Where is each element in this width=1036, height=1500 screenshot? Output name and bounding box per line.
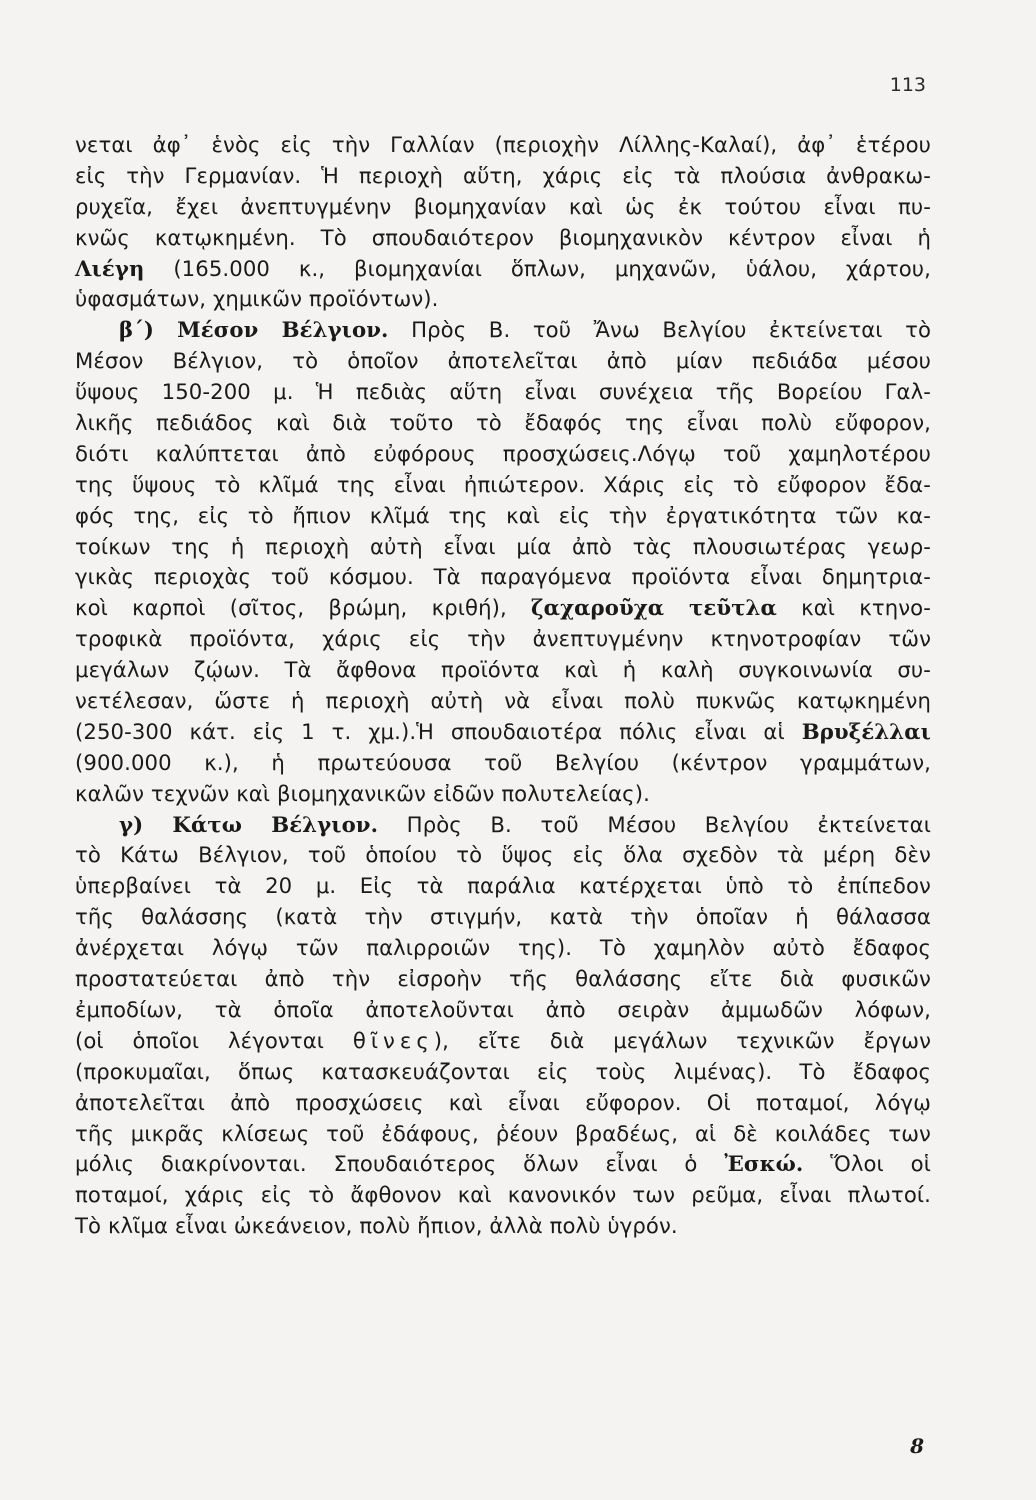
- text-line: κνῶς κατῳκημένη. Τὸ σπουδαιότερον βιομηχανικὸν κέντρον εἶναι ἡ: [75, 224, 931, 250]
- text-line: ἐμποδίων, τὰ ὁποῖα ἀποτελοῦνται ἀπὸ σειρὰν ἀμμωδῶν λόφων,: [75, 996, 931, 1022]
- text-line: κοὶ καρποὶ (σῖτος, βρώμη, κριθή), ζαχαροῦχα τεῦτλα καὶ κτηνο-: [75, 595, 931, 621]
- text-line: τῆς θαλάσσης (κατὰ τὴν στιγμήν, κατὰ τὴν ὁποῖαν ἡ θάλασσα: [75, 904, 931, 930]
- section-heading-middle-belgium: β´) Μέσον Βέλγιον. Πρὸς Β. τοῦ Ἄνω Βελγίου ἐκτείνεται τὸ: [119, 317, 932, 343]
- term-escaut: Ἐσκώ.: [724, 1151, 804, 1177]
- text-line: μόλις διακρίνονται. Σπουδαιότερος ὅλων εἶναι ὁ Ἐσκώ. Ὅλοι οἱ: [75, 1151, 931, 1177]
- body-text: [75, 130, 931, 1242]
- text-line: ἀποτελεῖται ἀπὸ προσχώσεις καὶ εἶναι εὔφορον. Οἱ ποταμοί, λόγῳ: [75, 1089, 931, 1115]
- text-line: τῆς μικρᾶς κλίσεως τοῦ ἐδάφους, ῥέουν βραδέως, αἱ δὲ κοιλάδες των: [75, 1120, 931, 1146]
- text-line: ποταμοί, χάρις εἰς τὸ ἄφθονον καὶ κανονικόν των ρεῦμα, εἶναι πλωτοί.: [75, 1182, 931, 1208]
- text-line: τροφικὰ προϊόντα, χάρις εἰς τὴν ἀνεπτυγμένην κτηνοτροφίαν τῶν: [75, 626, 931, 652]
- text-line: μεγάλων ζῴων. Τὰ ἄφθονα προϊόντα καὶ ἡ καλὴ συγκοινωνία συ-: [75, 657, 931, 683]
- text-line: (250-300 κάτ. εἰς 1 τ. χμ.).Ἡ σπουδαιοτέρα πόλις εἶναι αἱ Βρυξέλλαι: [75, 718, 931, 744]
- term-liege: Λιέγη: [75, 255, 145, 281]
- text-line: ὑπερβαίνει τὰ 20 μ. Εἰς τὰ παράλια κατέρχεται ὑπὸ τὸ ἐπίπεδον: [75, 873, 931, 899]
- text-line: εἰς τὴν Γερμανίαν. Ἡ περιοχὴ αὕτη, χάρις εἰς τὰ πλούσια ἀνθρακω-: [75, 162, 931, 188]
- text-line: (900.000 κ.), ἡ πρωτεύουσα τοῦ Βελγίου (κέντρον γραμμάτων,: [75, 749, 931, 775]
- text-line: νετέλεσαν, ὥστε ἡ περιοχὴ αὐτὴ νὰ εἶναι πολὺ πυκνῶς κατῳκημένη: [75, 688, 931, 714]
- text-line: (προκυμαῖαι, ὅπως κατασκευάζονται εἰς τοὺς λιμένας). Τὸ ἔδαφος: [75, 1058, 931, 1084]
- text-line: Τὸ κλῖμα εἶναι ὠκεάνειον, πολὺ ἤπιον, ἀλλὰ πολὺ ὑγρόν.: [75, 1213, 678, 1239]
- text-line: τοίκων της ἡ περιοχὴ αὐτὴ εἶναι μία ἀπὸ τὰς πλουσιωτέρας γεωρ-: [75, 533, 931, 559]
- term-dunes: θῖνες: [352, 1027, 434, 1053]
- text-line: λικῆς πεδιάδος καὶ διὰ τοῦτο τὸ ἔδαφός της εἶναι πολὺ εὔφορον,: [75, 410, 931, 436]
- term-brussels: Βρυξέλλαι: [801, 718, 931, 744]
- text-line: (οἱ ὁποῖοι λέγονται θῖνες), εἴτε διὰ μεγάλων τεχνικῶν ἔργων: [75, 1027, 932, 1053]
- text-line: προστατεύεται ἀπὸ τὴν εἰσροὴν τῆς θαλάσσης εἴτε διὰ φυσικῶν: [75, 966, 931, 992]
- text-line: διότι καλύπτεται ἀπὸ εὐφόρους προσχώσεις.Λόγῳ τοῦ χαμηλοτέρου: [75, 440, 931, 466]
- section-heading-lower-belgium: γ) Κάτω Βέλγιον. Πρὸς Β. τοῦ Μέσου Βελγίου ἐκτείνεται: [119, 811, 931, 837]
- term-sugar-beets: ζαχαροῦχα τεῦτλα: [531, 595, 777, 621]
- text-line: ὑφασμάτων, χημικῶν προϊόντων).: [75, 286, 439, 312]
- text-line: γικὰς περιοχὰς τοῦ κόσμου. Τὰ παραγόμενα προϊόντα εἶναι δημητρια-: [75, 564, 931, 590]
- text-line: ἀνέρχεται λόγῳ τῶν παλιρροιῶν της). Τὸ χαμηλὸν αὐτὸ ἔδαφος: [75, 935, 931, 961]
- text-line: Λιέγη (165.000 κ., βιομηχανίαι ὅπλων, μηχανῶν, ὑάλου, χάρτου,: [75, 255, 931, 281]
- text-line: Μέσον Βέλγιον, τὸ ὁποῖον ἀποτελεῖται ἀπὸ μίαν πεδιάδα μέσου: [75, 348, 931, 374]
- page-number: 113: [889, 74, 926, 96]
- text-line: ὕψους 150-200 μ. Ἡ πεδιὰς αὕτη εἶναι συνέχεια τῆς Βορείου Γαλ-: [75, 379, 931, 405]
- text-line: τὸ Κάτω Βέλγιον, τοῦ ὁποίου τὸ ὕψος εἰς ὅλα σχεδὸν τὰ μέρη δὲν: [75, 842, 931, 868]
- printer-signature-mark: 8: [910, 1434, 924, 1458]
- text-line: φός της, εἰς τὸ ἤπιον κλῖμά της καὶ εἰς τὴν ἐργατικότητα τῶν κα-: [75, 502, 931, 528]
- text-line: καλῶν τεχνῶν καὶ βιομηχανικῶν εἰδῶν πολυτελείας).: [75, 780, 650, 806]
- text-line: νεται ἀφ᾽ ἑνὸς εἰς τὴν Γαλλίαν (περιοχὴν Λίλλης-Καλαί), ἀφ᾽ ἑτέρου: [75, 132, 931, 157]
- text-line: της ὕψους τὸ κλῖμά της εἶναι ἠπιώτερον. Χάρις εἰς τὸ εὔφορον ἔδα-: [75, 471, 931, 497]
- text-line: ρυχεῖα, ἔχει ἀνεπτυγμένην βιομηχανίαν καὶ ὡς ἐκ τούτου εἶναι πυ-: [75, 193, 931, 219]
